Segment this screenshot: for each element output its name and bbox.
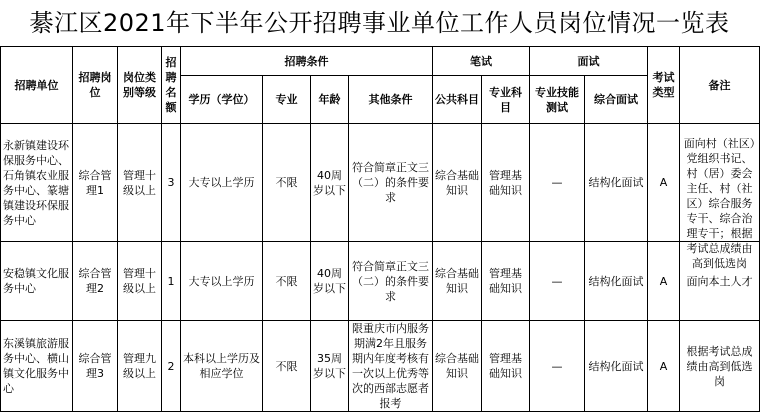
cell-other: 限重庆市内服务期满2年且服务期内年度考核有一次以上优秀等次的西部志愿者报考: [349, 321, 433, 412]
cell-category: 管理十级以上: [118, 124, 162, 242]
cell-education: 大专以上学历: [181, 242, 263, 321]
page-title: 綦江区2021年下半年公开招聘事业单位工作人员岗位情况一览表: [29, 9, 730, 37]
cell-skill-test: —: [530, 124, 585, 242]
cell-exam-type: A: [648, 321, 680, 412]
header-exam-type: 考试类型: [648, 47, 680, 124]
cell-major: 不限: [263, 321, 311, 412]
positions-table: [0, 46, 760, 412]
header-conditions: 招聘条件: [181, 47, 433, 76]
cell-unit: 安稳镇文化服务中心: [1, 242, 73, 321]
header-other: 其他条件: [349, 76, 433, 124]
cell-public-subject: 综合基础知识: [433, 321, 482, 412]
cell-skill-test: —: [530, 321, 585, 412]
header-structured: 综合面试: [585, 76, 648, 124]
cell-public-subject: 综合基础知识: [433, 242, 482, 321]
cell-special-subject: 管理基础知识: [482, 124, 530, 242]
header-notes: 备注: [680, 47, 760, 124]
header-skill-test: 专业技能测试: [530, 76, 585, 124]
header-unit: 招聘单位: [1, 47, 73, 124]
header-count: 招聘名额: [162, 47, 181, 124]
cell-count: 1: [162, 242, 181, 321]
header-education: 学历（学位）: [181, 76, 263, 124]
cell-major: 不限: [263, 124, 311, 242]
cell-unit: 永新镇建设环保服务中心、石角镇农业服务中心、篆塘镇建设环保服务中心: [1, 124, 73, 242]
cell-age: 35周岁以下: [311, 321, 349, 412]
cell-notes-text: 面向村（社区）党组织书记、村（居）委会主任、村（社区）综合服务专干、综合治理专干；根据考试总成绩由高到低选岗: [683, 136, 756, 270]
cell-major: 不限: [263, 242, 311, 321]
cell-structured: 结构化面试: [585, 124, 648, 242]
cell-structured: 结构化面试: [585, 242, 648, 321]
cell-skill-test: —: [530, 242, 585, 321]
cell-education: 大专以上学历: [181, 124, 263, 242]
cell-other: 符合简章正文三（二）的条件要求: [349, 242, 433, 321]
cell-age: 40周岁以下: [311, 124, 349, 242]
cell-other: 符合简章正文三（二）的条件要求: [349, 124, 433, 242]
cell-notes: 面向本土人才: [680, 242, 760, 321]
cell-education: 本科以上学历及相应学位: [181, 321, 263, 412]
cell-unit: 东溪镇旅游服务中心、横山镇文化服务中心: [1, 321, 73, 412]
table-row: [1, 124, 760, 242]
cell-category: 管理九级以上: [118, 321, 162, 412]
table-row: [1, 321, 760, 412]
cell-category: 管理十级以上: [118, 242, 162, 321]
cell-notes: 根据考试总成绩由高到低选岗: [680, 321, 760, 412]
cell-structured: 结构化面试: [585, 321, 648, 412]
cell-post: 综合管理3: [73, 321, 118, 412]
cell-notes: [680, 124, 760, 270]
cell-special-subject: 管理基础知识: [482, 321, 530, 412]
header-row-1: [1, 47, 760, 76]
cell-post: 综合管理1: [73, 124, 118, 242]
header-special-subject: 专业科目: [482, 76, 530, 124]
cell-post: 综合管理2: [73, 242, 118, 321]
header-public-subject: 公共科目: [433, 76, 482, 124]
header-age: 年龄: [311, 76, 349, 124]
header-major: 专业: [263, 76, 311, 124]
table-row: [1, 242, 760, 321]
cell-exam-type: A: [648, 124, 680, 242]
header-written: 笔试: [433, 47, 530, 76]
header-interview: 面试: [530, 47, 648, 76]
cell-count: 3: [162, 124, 181, 242]
header-category: 岗位类别等级: [118, 47, 162, 124]
cell-exam-type: A: [648, 242, 680, 321]
cell-special-subject: 管理基础知识: [482, 242, 530, 321]
header-post: 招聘岗位: [73, 47, 118, 124]
cell-public-subject: 综合基础知识: [433, 124, 482, 242]
cell-count: 2: [162, 321, 181, 412]
cell-age: 40周岁以下: [311, 242, 349, 321]
